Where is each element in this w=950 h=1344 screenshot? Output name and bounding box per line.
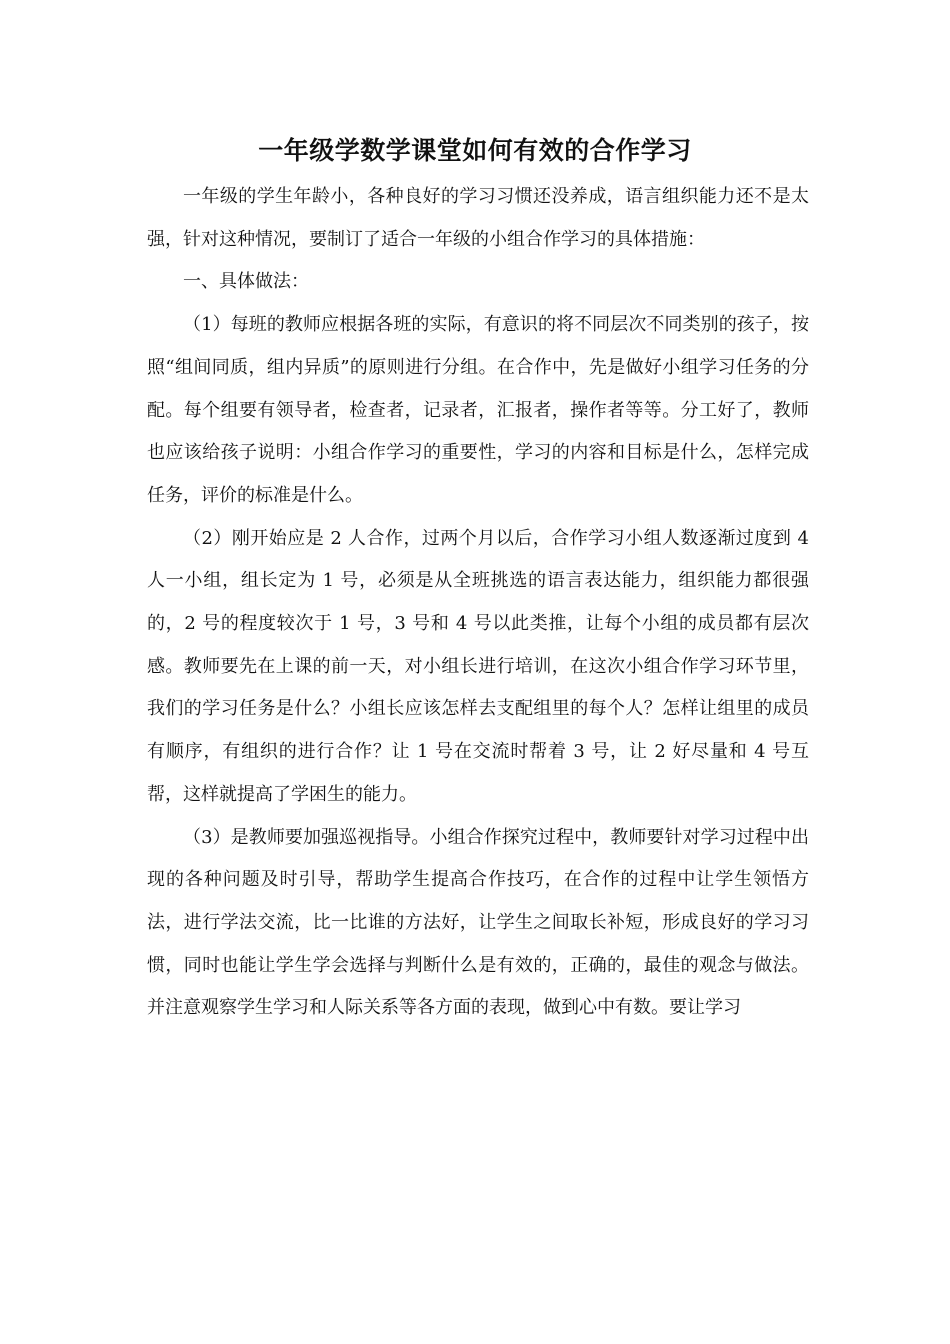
paragraph-intro: 一年级的学生年龄小，各种良好的学习习惯还没养成，语言组织能力还不是太强，针对这种情况，要制订了适合一年级的小组合作学习的具体措施：: [147, 186, 809, 250]
paragraph-item-1: （1）每班的教师应根据各班的实际，有意识的将不同层次不同类别的孩子，按照“组间同质，组内异质”的原则进行分组。在合作中，先是做好小组学习任务的分配。每个组要有领导者，检查者，记录者，汇报者，操作者等等。分工好了，教师也应该给孩子说明：小组合作学习的重要性，学习的内容和目标是什么，怎样完成任务，评价的标准是什么。: [147, 314, 809, 506]
document-title: 一年级学数学课堂如何有效的合作学习: [258, 136, 692, 165]
paragraph-section-heading: 一、具体做法：: [183, 271, 309, 293]
paragraph-item-3: （3）是教师要加强巡视指导。小组合作探究过程中，教师要针对学习过程中出现的各种问题及时引导，帮助学生提高合作技巧，在合作的过程中让学生领悟方法，进行学法交流，比一比谁的方法好，让学生之间取长补短，形成良好的学习习惯，同时也能让学生学会选择与判断什么是有效的，正确的，最佳的观念与做法。并注意观察学生学习和人际关系等各方面的表现，做到心中有数。要让学习: [147, 826, 809, 1019]
paragraph-item-2: （2）刚开始应是 2 人合作，过两个月以后，合作学习小组人数逐渐过度到 4 人一小组，组长定为 1 号，必须是从全班挑选的语言表达能力，组织能力都很强的，2 号的程度较次于 1 号，3 号和 4 号以此类推，让每个小组的成员都有层次感。教师要先在上课的前一天，对小组长进行培训，在这次小组合作学习环节里，我们的学习任务是什么？小组长应该怎样去支配组里的每个人？怎样让组里的成员有顺序，有组织的进行合作？让 1 号在交流时帮着 3 号，让 2 好尽量和 4 号互帮，这样就提高了学困生的能力。: [147, 527, 809, 805]
document-body: [147, 176, 809, 1030]
